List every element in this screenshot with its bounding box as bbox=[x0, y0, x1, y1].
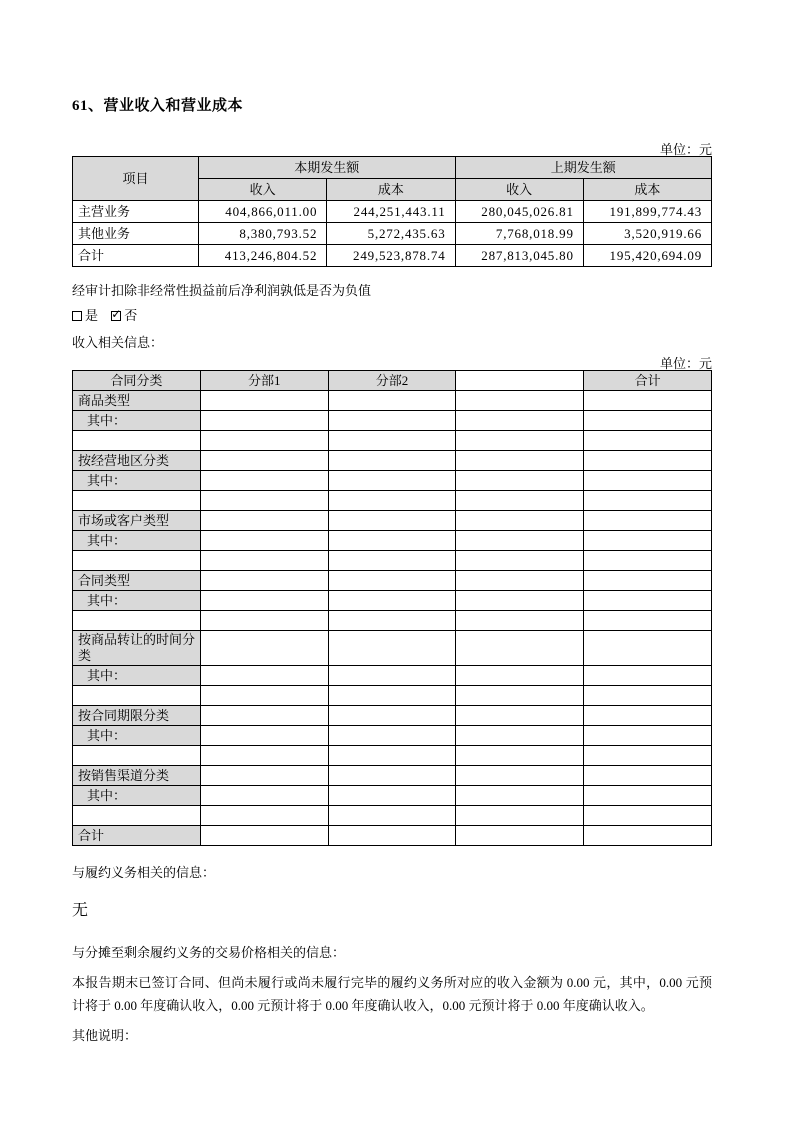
header-current-period: 本期发生额 bbox=[199, 157, 456, 179]
row-label bbox=[73, 746, 201, 766]
empty-cell bbox=[456, 511, 584, 531]
empty-cell bbox=[456, 746, 584, 766]
empty-cell bbox=[584, 806, 712, 826]
row-label: 按销售渠道分类 bbox=[73, 766, 201, 786]
table-row bbox=[73, 766, 712, 786]
empty-cell bbox=[456, 491, 584, 511]
row-label: 按合同期限分类 bbox=[73, 706, 201, 726]
empty-cell bbox=[328, 471, 456, 491]
row-label: 主营业务 bbox=[73, 201, 199, 223]
row-label bbox=[73, 491, 201, 511]
empty-cell bbox=[456, 411, 584, 431]
empty-cell bbox=[200, 491, 328, 511]
empty-cell bbox=[328, 411, 456, 431]
empty-cell bbox=[456, 686, 584, 706]
row-label: 其中： bbox=[73, 786, 201, 806]
empty-cell bbox=[328, 591, 456, 611]
empty-cell bbox=[200, 391, 328, 411]
empty-cell bbox=[200, 786, 328, 806]
negative-profit-options bbox=[72, 305, 712, 324]
header-current-cost: 成本 bbox=[327, 179, 455, 201]
header-segment-1: 分部1 bbox=[200, 371, 328, 391]
table-row bbox=[73, 511, 712, 531]
row-label bbox=[73, 686, 201, 706]
header-blank bbox=[456, 371, 584, 391]
table-row bbox=[73, 491, 712, 511]
empty-cell bbox=[328, 391, 456, 411]
empty-cell bbox=[584, 666, 712, 686]
row-label: 其他业务 bbox=[73, 223, 199, 245]
row-label: 其中： bbox=[73, 471, 201, 491]
row-label: 按商品转让的时间分类 bbox=[73, 631, 201, 666]
table-row bbox=[73, 611, 712, 631]
empty-cell bbox=[200, 766, 328, 786]
row-label: 合计 bbox=[73, 245, 199, 267]
empty-cell bbox=[584, 431, 712, 451]
header-prior-revenue: 收入 bbox=[455, 179, 583, 201]
table-row bbox=[73, 591, 712, 611]
row-label: 按经营地区分类 bbox=[73, 451, 201, 471]
row-label: 其中： bbox=[73, 726, 201, 746]
table-row bbox=[73, 686, 712, 706]
empty-cell bbox=[200, 826, 328, 846]
cell-current-cost: 244,251,443.11 bbox=[327, 201, 455, 223]
table-row bbox=[73, 551, 712, 571]
empty-cell bbox=[328, 511, 456, 531]
header-current-revenue: 收入 bbox=[199, 179, 327, 201]
empty-cell bbox=[200, 411, 328, 431]
empty-cell bbox=[456, 531, 584, 551]
empty-cell bbox=[456, 391, 584, 411]
empty-cell bbox=[456, 726, 584, 746]
obligation-info-label: 与履约义务相关的信息： bbox=[72, 865, 216, 880]
empty-cell bbox=[456, 431, 584, 451]
empty-cell bbox=[328, 531, 456, 551]
other-notes-label: 其他说明： bbox=[72, 1028, 138, 1043]
empty-cell bbox=[584, 471, 712, 491]
remaining-obligation-label: 与分摊至剩余履约义务的交易价格相关的信息： bbox=[72, 945, 346, 960]
audit-question: 经审计扣除非经常性损益前后净利润孰低是否为负值 bbox=[72, 283, 372, 298]
cell-current-revenue: 404,866,011.00 bbox=[199, 201, 327, 223]
empty-cell bbox=[584, 611, 712, 631]
row-label bbox=[73, 551, 201, 571]
table-row bbox=[73, 706, 712, 726]
unit-label: 单位：元 bbox=[659, 142, 712, 157]
table-row bbox=[73, 223, 712, 245]
empty-cell bbox=[584, 571, 712, 591]
table-row bbox=[73, 451, 712, 471]
empty-cell bbox=[200, 726, 328, 746]
empty-cell bbox=[328, 746, 456, 766]
empty-cell bbox=[584, 551, 712, 571]
empty-cell bbox=[200, 686, 328, 706]
table-row bbox=[73, 666, 712, 686]
option-yes bbox=[72, 308, 98, 323]
empty-cell bbox=[328, 726, 456, 746]
empty-cell bbox=[584, 391, 712, 411]
row-label: 合计 bbox=[73, 826, 201, 846]
document-page bbox=[72, 0, 712, 1044]
empty-cell bbox=[584, 826, 712, 846]
empty-cell bbox=[456, 706, 584, 726]
header-row bbox=[73, 371, 712, 391]
remaining-obligation-paragraph: 本报告期末已签订合同、但尚未履行或尚未履行完毕的履约义务所对应的收入金额为 0.00 元，其中，0.00 元预计将于 0.00 年度确认收入，0.00 元预计将于 0.00 年度确认收入，0.00 元预计将于 0.00 年度确认收入。 bbox=[72, 975, 712, 1013]
empty-cell bbox=[456, 766, 584, 786]
empty-cell bbox=[200, 571, 328, 591]
empty-cell bbox=[456, 631, 584, 666]
table-row bbox=[73, 746, 712, 766]
empty-cell bbox=[456, 551, 584, 571]
empty-cell bbox=[200, 431, 328, 451]
table-row bbox=[73, 391, 712, 411]
row-label: 其中： bbox=[73, 666, 201, 686]
empty-cell bbox=[328, 686, 456, 706]
empty-cell bbox=[200, 551, 328, 571]
empty-cell bbox=[584, 591, 712, 611]
empty-cell bbox=[584, 726, 712, 746]
empty-cell bbox=[456, 571, 584, 591]
header-row-1 bbox=[73, 157, 712, 179]
header-segment-2: 分部2 bbox=[328, 371, 456, 391]
table-row bbox=[73, 431, 712, 451]
row-label bbox=[73, 806, 201, 826]
empty-cell bbox=[328, 706, 456, 726]
table-row bbox=[73, 531, 712, 551]
cell-current-revenue: 8,380,793.52 bbox=[199, 223, 327, 245]
cell-prior-cost: 191,899,774.43 bbox=[583, 201, 711, 223]
empty-cell bbox=[584, 706, 712, 726]
empty-cell bbox=[456, 611, 584, 631]
empty-cell bbox=[328, 571, 456, 591]
empty-cell bbox=[328, 666, 456, 686]
empty-cell bbox=[328, 786, 456, 806]
empty-cell bbox=[584, 786, 712, 806]
table-row bbox=[73, 806, 712, 826]
empty-cell bbox=[200, 591, 328, 611]
table-row bbox=[73, 471, 712, 491]
empty-cell bbox=[200, 666, 328, 686]
row-label bbox=[73, 611, 201, 631]
empty-cell bbox=[200, 611, 328, 631]
table-row bbox=[73, 631, 712, 666]
revenue-breakdown-body bbox=[73, 371, 712, 846]
row-label: 其中： bbox=[73, 531, 201, 551]
empty-cell bbox=[328, 806, 456, 826]
empty-cell bbox=[584, 686, 712, 706]
option-yes-label: 是 bbox=[85, 308, 99, 323]
row-label: 商品类型 bbox=[73, 391, 201, 411]
empty-cell bbox=[456, 786, 584, 806]
checkbox-checked-icon bbox=[111, 311, 121, 321]
table-row bbox=[73, 411, 712, 431]
empty-cell bbox=[200, 451, 328, 471]
empty-cell bbox=[584, 746, 712, 766]
empty-cell bbox=[584, 451, 712, 471]
cell-current-revenue: 413,246,804.52 bbox=[199, 245, 327, 267]
empty-cell bbox=[200, 471, 328, 491]
empty-cell bbox=[328, 826, 456, 846]
table-row bbox=[73, 201, 712, 223]
header-prior-cost: 成本 bbox=[583, 179, 711, 201]
cell-prior-revenue: 280,045,026.81 bbox=[455, 201, 583, 223]
empty-cell bbox=[456, 806, 584, 826]
empty-cell bbox=[584, 411, 712, 431]
income-cost-table-body bbox=[73, 157, 712, 267]
unit-label: 单位：元 bbox=[659, 356, 712, 371]
empty-cell bbox=[200, 531, 328, 551]
option-no bbox=[111, 308, 137, 323]
header-total: 合计 bbox=[584, 371, 712, 391]
cell-current-cost: 5,272,435.63 bbox=[327, 223, 455, 245]
row-label: 其中： bbox=[73, 591, 201, 611]
cell-prior-revenue: 7,768,018.99 bbox=[455, 223, 583, 245]
table-row bbox=[73, 571, 712, 591]
row-label: 其中： bbox=[73, 411, 201, 431]
empty-cell bbox=[456, 451, 584, 471]
empty-cell bbox=[328, 491, 456, 511]
revenue-breakdown-table bbox=[72, 370, 712, 846]
cell-prior-cost: 3,520,919.66 bbox=[583, 223, 711, 245]
cell-prior-revenue: 287,813,045.80 bbox=[455, 245, 583, 267]
empty-cell bbox=[328, 611, 456, 631]
empty-cell bbox=[328, 631, 456, 666]
empty-cell bbox=[584, 491, 712, 511]
empty-cell bbox=[328, 551, 456, 571]
row-label: 市场或客户类型 bbox=[73, 511, 201, 531]
revenue-info-label: 收入相关信息： bbox=[72, 335, 164, 350]
empty-cell bbox=[456, 826, 584, 846]
cell-current-cost: 249,523,878.74 bbox=[327, 245, 455, 267]
empty-cell bbox=[200, 706, 328, 726]
empty-cell bbox=[584, 631, 712, 666]
section-title: 61、营业收入和营业成本 bbox=[72, 98, 244, 114]
table-row bbox=[73, 786, 712, 806]
empty-cell bbox=[456, 666, 584, 686]
empty-cell bbox=[200, 806, 328, 826]
income-cost-table bbox=[72, 156, 712, 267]
header-prior-period: 上期发生额 bbox=[455, 157, 712, 179]
empty-cell bbox=[456, 471, 584, 491]
empty-cell bbox=[456, 591, 584, 611]
row-label bbox=[73, 431, 201, 451]
empty-cell bbox=[200, 511, 328, 531]
table-row bbox=[73, 726, 712, 746]
option-no-label: 否 bbox=[124, 308, 138, 323]
table-row bbox=[73, 826, 712, 846]
empty-cell bbox=[328, 431, 456, 451]
empty-cell bbox=[200, 746, 328, 766]
table-row-total bbox=[73, 245, 712, 267]
header-contract-category: 合同分类 bbox=[73, 371, 201, 391]
empty-cell bbox=[584, 511, 712, 531]
empty-cell bbox=[328, 451, 456, 471]
empty-cell bbox=[328, 766, 456, 786]
empty-cell bbox=[200, 631, 328, 666]
empty-cell bbox=[584, 531, 712, 551]
checkbox-unchecked-icon bbox=[72, 311, 82, 321]
none-text: 无 bbox=[72, 902, 89, 919]
empty-cell bbox=[584, 766, 712, 786]
cell-prior-cost: 195,420,694.09 bbox=[583, 245, 711, 267]
header-item: 项目 bbox=[73, 157, 199, 201]
row-label: 合同类型 bbox=[73, 571, 201, 591]
